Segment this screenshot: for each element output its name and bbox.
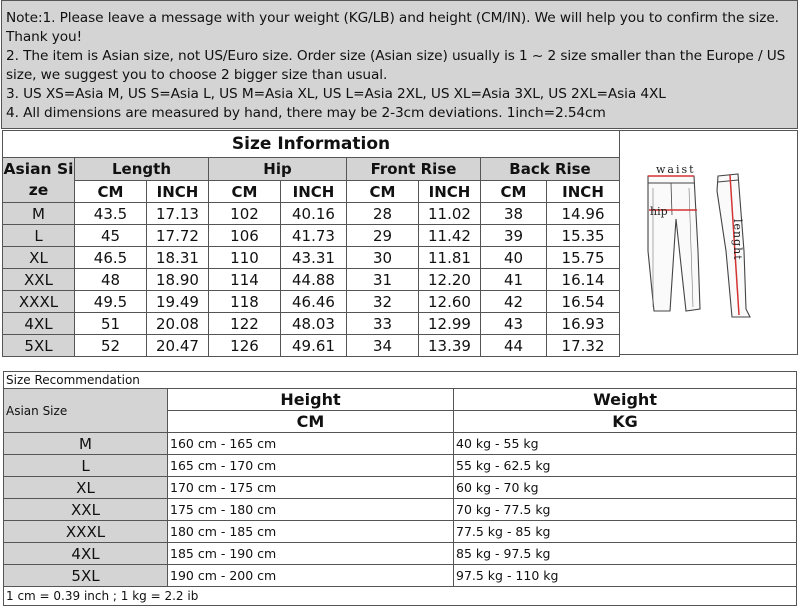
height-range-cell: 165 cm - 170 cm — [168, 455, 454, 477]
note-line: Thank you! — [6, 29, 83, 45]
size-info-row — [3, 313, 620, 335]
measurement-cell: 15.75 — [547, 247, 620, 269]
recommendation-row — [4, 477, 797, 499]
measurement-cell: 42 — [481, 291, 547, 313]
measurement-cell: 44.88 — [281, 269, 347, 291]
measurement-cell: 17.72 — [147, 225, 209, 247]
measurement-cell: 38 — [481, 203, 547, 225]
size-label-cell: 5XL — [3, 335, 75, 357]
size-recommendation-table — [3, 371, 797, 606]
back-rise-header: Back Rise — [481, 158, 620, 181]
size-label-cell: XXXL — [4, 521, 168, 543]
measurement-cell: 48.03 — [281, 313, 347, 335]
measurement-cell: 31 — [347, 269, 419, 291]
measurement-cell: 41 — [481, 269, 547, 291]
length-header: Length — [75, 158, 209, 181]
measurement-cell: 40 — [481, 247, 547, 269]
measurement-cell: 14.96 — [547, 203, 620, 225]
waist-label: waist — [656, 163, 696, 176]
measurement-cell: 41.73 — [281, 225, 347, 247]
recommendation-row — [4, 455, 797, 477]
measurement-cell: 118 — [209, 291, 281, 313]
measurement-cell: 43 — [481, 313, 547, 335]
measurement-cell: 29 — [347, 225, 419, 247]
measurement-cell: 51 — [75, 313, 147, 335]
measurement-cell: 18.90 — [147, 269, 209, 291]
size-label-cell: XL — [3, 247, 75, 269]
measurement-cell: 126 — [209, 335, 281, 357]
weight-range-cell: 40 kg - 55 kg — [454, 433, 797, 455]
measurement-cell: 39 — [481, 225, 547, 247]
asian-size-header: Asian Size — [3, 158, 75, 203]
measurement-cell: 12.99 — [419, 313, 481, 335]
height-header: Height — [168, 389, 454, 411]
measurement-cell: 30 — [347, 247, 419, 269]
measurement-cell: 20.47 — [147, 335, 209, 357]
weight-range-cell: 85 kg - 97.5 kg — [454, 543, 797, 565]
weight-range-cell: 55 kg - 62.5 kg — [454, 455, 797, 477]
weight-range-cell: 60 kg - 70 kg — [454, 477, 797, 499]
pants-diagram — [620, 131, 797, 354]
measurement-cell: 20.08 — [147, 313, 209, 335]
unit-header: INCH — [281, 181, 347, 203]
measurement-cell: 16.93 — [547, 313, 620, 335]
measurement-cell: 46.46 — [281, 291, 347, 313]
conversion-footnote: 1 cm = 0.39 inch ; 1 kg = 2.2 ib — [4, 587, 797, 606]
size-info-row — [3, 247, 620, 269]
measurement-cell: 44 — [481, 335, 547, 357]
measurement-cell: 18.31 — [147, 247, 209, 269]
measurement-cell: 43.5 — [75, 203, 147, 225]
size-label-cell: L — [3, 225, 75, 247]
hip-header: Hip — [209, 158, 347, 181]
unit-header: INCH — [147, 181, 209, 203]
measurement-cell: 110 — [209, 247, 281, 269]
measurement-cell: 12.60 — [419, 291, 481, 313]
recommendation-row — [4, 499, 797, 521]
asian-size-label: Asian Size — [4, 389, 168, 433]
height-range-cell: 175 cm - 180 cm — [168, 499, 454, 521]
length-label: lenght — [731, 219, 744, 261]
measurement-cell: 28 — [347, 203, 419, 225]
measurement-cell: 106 — [209, 225, 281, 247]
size-label-cell: L — [4, 455, 168, 477]
measurement-cell: 13.39 — [419, 335, 481, 357]
measurement-cell: 15.35 — [547, 225, 620, 247]
measurement-cell: 16.14 — [547, 269, 620, 291]
weight-unit: KG — [454, 411, 797, 433]
notes-box — [1, 0, 798, 129]
recommendation-row — [4, 433, 797, 455]
measurement-cell: 34 — [347, 335, 419, 357]
note-line: 4. All dimensions are measured by hand, there may be 2-3cm deviations. 1inch=2.54cm — [6, 105, 606, 121]
unit-header: INCH — [547, 181, 620, 203]
unit-header: CM — [75, 181, 147, 203]
size-info-row — [3, 291, 620, 313]
size-info-row — [3, 269, 620, 291]
size-info-row — [3, 203, 620, 225]
measurement-cell: 49.5 — [75, 291, 147, 313]
measurement-cell: 11.02 — [419, 203, 481, 225]
measurement-cell: 17.13 — [147, 203, 209, 225]
height-range-cell: 185 cm - 190 cm — [168, 543, 454, 565]
measurement-cell: 32 — [347, 291, 419, 313]
weight-range-cell: 97.5 kg - 110 kg — [454, 565, 797, 587]
hip-label: hip — [650, 205, 668, 218]
measurement-cell: 52 — [75, 335, 147, 357]
measurement-cell: 19.49 — [147, 291, 209, 313]
size-label-cell: 4XL — [4, 543, 168, 565]
measurement-cell: 11.81 — [419, 247, 481, 269]
height-range-cell: 170 cm - 175 cm — [168, 477, 454, 499]
measurement-cell: 11.42 — [419, 225, 481, 247]
pants-measurement-illustration — [619, 130, 798, 355]
measurement-cell: 102 — [209, 203, 281, 225]
measurement-cell: 48 — [75, 269, 147, 291]
measurement-cell: 122 — [209, 313, 281, 335]
unit-header: CM — [481, 181, 547, 203]
size-recommendation-caption: Size Recommendation — [4, 372, 797, 389]
height-range-cell: 180 cm - 185 cm — [168, 521, 454, 543]
measurement-cell: 114 — [209, 269, 281, 291]
recommendation-row — [4, 565, 797, 587]
size-label-cell: XXL — [4, 499, 168, 521]
note-line: Note:1. Please leave a message with your weight (KG/LB) and height (CM/IN). We will help you to confirm the size. — [6, 10, 779, 26]
size-label-cell: XXL — [3, 269, 75, 291]
front-rise-header: Front Rise — [347, 158, 481, 181]
height-range-cell: 190 cm - 200 cm — [168, 565, 454, 587]
measurement-cell: 12.20 — [419, 269, 481, 291]
measurement-cell: 46.5 — [75, 247, 147, 269]
height-range-cell: 160 cm - 165 cm — [168, 433, 454, 455]
measurement-cell: 17.32 — [547, 335, 620, 357]
unit-header: INCH — [419, 181, 481, 203]
size-info-row — [3, 225, 620, 247]
size-label-cell: M — [3, 203, 75, 225]
measurement-cell: 49.61 — [281, 335, 347, 357]
measurement-cell: 43.31 — [281, 247, 347, 269]
recommendation-row — [4, 543, 797, 565]
measurement-cell: 16.54 — [547, 291, 620, 313]
size-label-cell: XXXL — [3, 291, 75, 313]
height-unit: CM — [168, 411, 454, 433]
unit-header: CM — [209, 181, 281, 203]
note-line: size, we suggest you to choose 2 bigger size than usual. — [6, 67, 388, 83]
weight-range-cell: 77.5 kg - 85 kg — [454, 521, 797, 543]
size-label-cell: 4XL — [3, 313, 75, 335]
weight-range-cell: 70 kg - 77.5 kg — [454, 499, 797, 521]
measurement-cell: 40.16 — [281, 203, 347, 225]
size-information-title: Size Information — [3, 131, 620, 158]
size-label-cell: XL — [4, 477, 168, 499]
note-line: 2. The item is Asian size, not US/Euro size. Order size (Asian size) usually is 1 ~ 2 size smaller than the Europe / US — [6, 48, 786, 64]
size-label-cell: M — [4, 433, 168, 455]
size-label-cell: 5XL — [4, 565, 168, 587]
note-line: 3. US XS=Asia M, US S=Asia L, US M=Asia XL, US L=Asia 2XL, US XL=Asia 3XL, US 2XL=Asia 4XL — [6, 86, 666, 102]
recommendation-row — [4, 521, 797, 543]
unit-header: CM — [347, 181, 419, 203]
size-information-table — [2, 130, 620, 357]
weight-header: Weight — [454, 389, 797, 411]
measurement-cell: 33 — [347, 313, 419, 335]
size-info-row — [3, 335, 620, 357]
measurement-cell: 45 — [75, 225, 147, 247]
